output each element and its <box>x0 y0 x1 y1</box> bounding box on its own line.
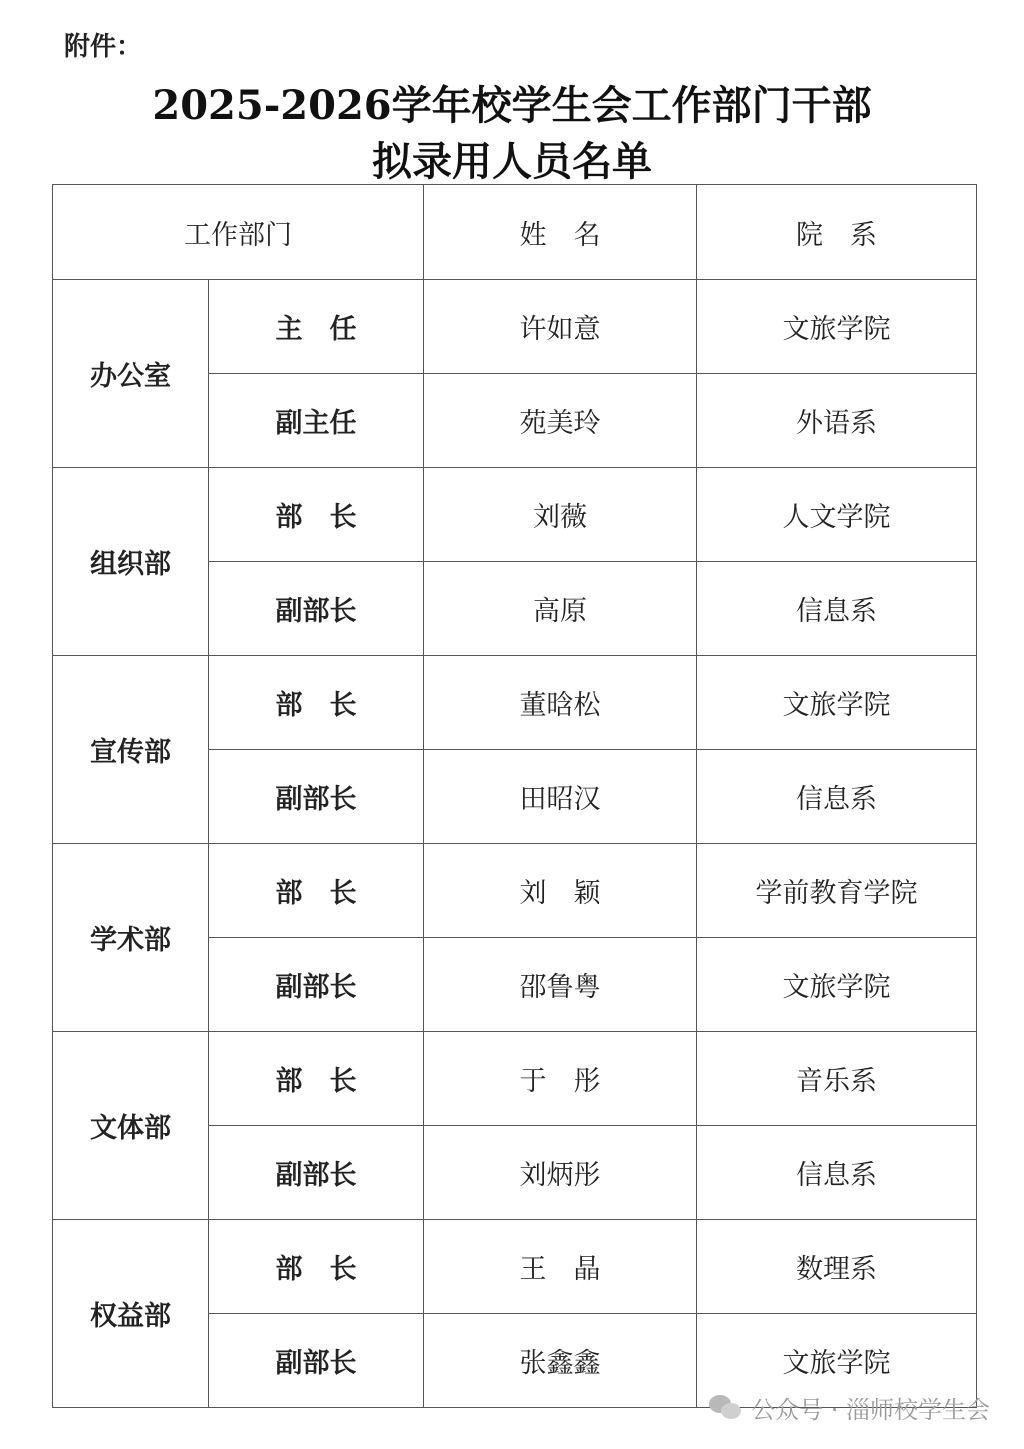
role-cell: 部 长 <box>209 844 424 938</box>
watermark <box>709 1390 990 1425</box>
name-cell: 许如意 <box>424 280 697 374</box>
college-cell: 音乐系 <box>697 1032 977 1126</box>
name-cell: 高原 <box>424 562 697 656</box>
college-cell: 信息系 <box>697 1126 977 1220</box>
name-cell: 邵鲁粤 <box>424 938 697 1032</box>
college-cell: 数理系 <box>697 1220 977 1314</box>
table-row <box>53 1032 977 1126</box>
table-row <box>53 468 977 562</box>
name-cell: 苑美玲 <box>424 374 697 468</box>
college-cell: 外语系 <box>697 374 977 468</box>
role-cell: 部 长 <box>209 1032 424 1126</box>
document-subtitle: 拟录用人员名单 <box>372 138 652 185</box>
name-cell: 于 彤 <box>424 1032 697 1126</box>
role-cell: 副部长 <box>209 750 424 844</box>
table-row <box>53 280 977 374</box>
department-cell: 权益部 <box>53 1220 209 1408</box>
role-cell: 部 长 <box>209 1220 424 1314</box>
college-cell: 信息系 <box>697 562 977 656</box>
college-cell: 文旅学院 <box>697 656 977 750</box>
role-cell: 副主任 <box>209 374 424 468</box>
college-cell: 文旅学院 <box>697 938 977 1032</box>
header-college: 院 系 <box>697 185 977 280</box>
header-name: 姓 名 <box>424 185 697 280</box>
name-cell: 刘薇 <box>424 468 697 562</box>
name-cell: 王 晶 <box>424 1220 697 1314</box>
table-row <box>53 844 977 938</box>
role-cell: 副部长 <box>209 562 424 656</box>
name-cell: 刘炳彤 <box>424 1126 697 1220</box>
role-cell: 部 长 <box>209 468 424 562</box>
document-title: 2025-2026学年校学生会工作部门干部 <box>152 82 872 129</box>
header-row <box>53 185 977 280</box>
college-cell: 文旅学院 <box>697 280 977 374</box>
header-department: 工作部门 <box>53 185 424 280</box>
wechat-icon <box>709 1393 743 1423</box>
table-row <box>53 1220 977 1314</box>
department-cell: 学术部 <box>53 844 209 1032</box>
role-cell: 部 长 <box>209 656 424 750</box>
role-cell: 主 任 <box>209 280 424 374</box>
roster-table <box>52 184 977 1408</box>
department-cell: 组织部 <box>53 468 209 656</box>
role-cell: 副部长 <box>209 938 424 1032</box>
watermark-text: 公众号 · 淄师校学生会 <box>751 1396 990 1424</box>
college-cell: 文旅学院 <box>697 1314 977 1408</box>
name-cell: 张鑫鑫 <box>424 1314 697 1408</box>
name-cell: 田昭汉 <box>424 750 697 844</box>
name-cell: 董晗松 <box>424 656 697 750</box>
table-row <box>53 656 977 750</box>
college-cell: 学前教育学院 <box>697 844 977 938</box>
college-cell: 人文学院 <box>697 468 977 562</box>
department-cell: 文体部 <box>53 1032 209 1220</box>
department-cell: 宣传部 <box>53 656 209 844</box>
college-cell: 信息系 <box>697 750 977 844</box>
role-cell: 副部长 <box>209 1314 424 1408</box>
name-cell: 刘 颖 <box>424 844 697 938</box>
department-cell: 办公室 <box>53 280 209 468</box>
attachment-label: 附件： <box>64 32 143 62</box>
role-cell: 副部长 <box>209 1126 424 1220</box>
